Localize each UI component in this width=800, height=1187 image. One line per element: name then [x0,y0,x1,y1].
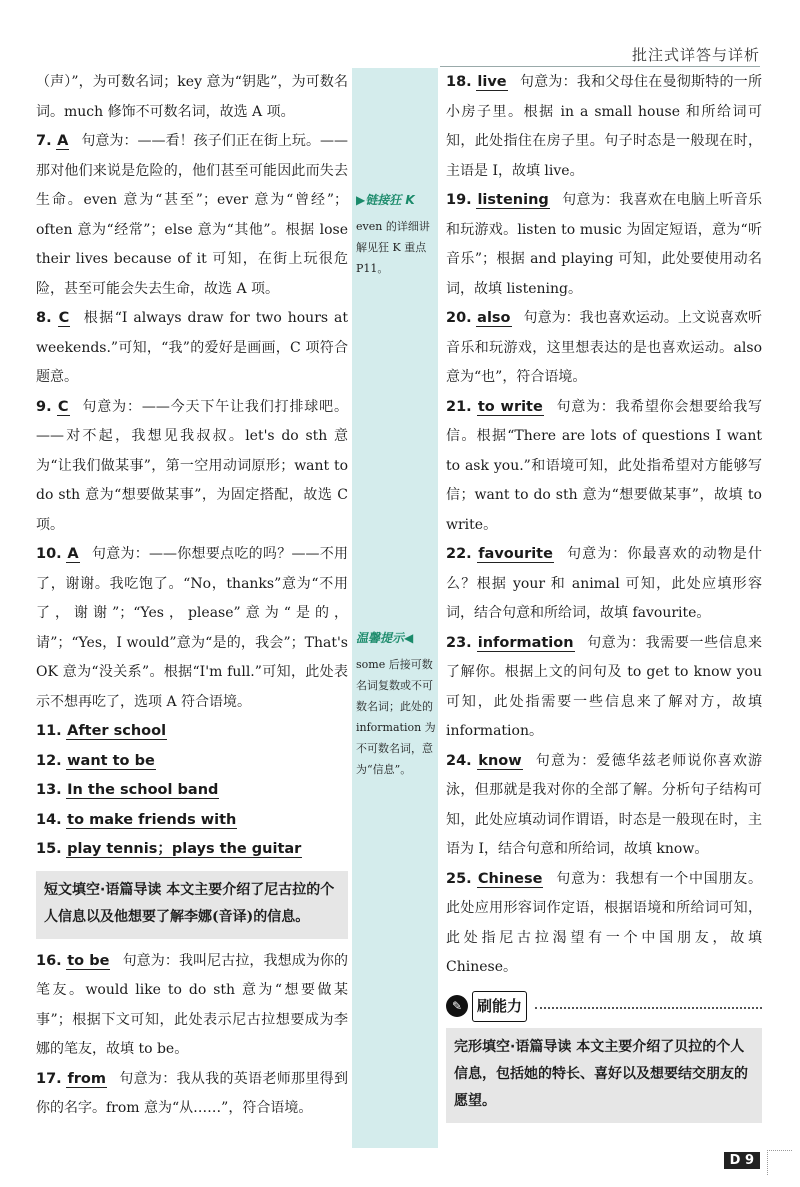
header-divider [440,66,760,67]
cloze-guide-label: 完形填空·语篇导读 [454,1039,572,1055]
answer-item-11: 11. After school [36,723,167,739]
answer-item-19: 19. listening 句意为：我喜欢在电脑上听音乐和玩游戏。listen to music 为固定短语，意为“听音乐”；根据 and playing 可知，此处要使用动名词，故填 listening。 [446,192,763,297]
right-column [446,68,762,1131]
answer-item-16: 16. to be 句意为：我叫尼古拉，我想成为你的笔友。would like to do sth 意为“想要做某事”；根据下文可知，此处表示尼古拉想要成为李娜的笔友，故填 to be。 [36,952,348,1057]
answer-item-12: 12. want to be [36,752,155,769]
annotation-strip [352,68,438,1148]
answer-item-21: 21. to write 句意为：我希望你会想要给我写信。根据“There are lots of questions I want to ask you.”和语境可知，此处指希望对方能够写信；want to do sth 意为“想要做某事”，故填 to write。 [446,398,762,533]
dotted-divider [535,1007,762,1009]
link-note [356,186,436,279]
intro-paragraph: （声）”，为可数名词；key 意为“钥匙”，为可数名词。much 修饰不可数名词，故选 A 项。 [36,74,348,120]
reading-guide-text: 本文主要介绍了尼古拉的个人信息以及他想要了解李娜(音译)的信息。 [44,881,335,925]
cloze-guide-box [446,1028,762,1123]
tip-note-text: some 后接可数名词复数或不可数名词；此处的 information 为不可数名词，意为“信息”。 [356,657,436,776]
tip-note-title: 温馨提示◀ [356,631,414,645]
answer-item-20: 20. also 句意为：我也喜欢运动。上文说喜欢听音乐和玩游戏，这里想表达的是也喜欢运动。also 意为“也”，符合语境。 [446,310,763,385]
page-header-title: 批注式详答与详析 [631,46,760,64]
answer-item-17: 17. from 句意为：我从我的英语老师那里得到你的名字。from 意为“从……”，符合语境。 [36,1070,348,1116]
answer-item-14: 14. to make friends with [36,811,237,828]
ability-label: 刷能力 [472,991,527,1023]
link-note-text: even 的详细讲解见狂 K 重点 P11。 [356,219,430,275]
link-note-title: ▶链接狂 K [356,193,415,207]
answer-item-23: 23. information 句意为：我需要一些信息来了解你。根据上文的问句及 to get to know you 可知，此处指需要一些信息来了解对方，故填 information。 [446,634,763,739]
answer-item-13: 13. In the school band [36,782,219,798]
answer-item-25: 25. Chinese 句意为：我想有一个中国朋友。此处应用形容词作定语，根据语境和所给词可知，此处指尼古拉渴望有一个中国朋友，故填 Chinese。 [446,870,763,975]
left-column [36,68,348,1124]
ability-section-header [446,991,762,1023]
answer-item-18: 18. live 句意为：我和父母住在曼彻斯特的一所小房子里。根据 in a small house 和所给词可知，此处指住在房子里。句子时态是一般现在时，主语是 I，故填 live。 [446,74,763,179]
page-corner-mark [767,1150,792,1175]
answer-item-9: 9. C 句意为：——今天下午让我们打排球吧。——对不起，我想见我叔叔。let's do sth 意为“让我们做某事”，第一空用动词原形；want to do sth 意为“想要做某事”，为固定搭配，故选 C 项。 [36,398,349,533]
answer-item-8: 8. C 根据“I always draw for two hours at weekends.”可知，“我”的爱好是画画，C 项符合题意。 [36,310,348,385]
reading-guide-box [36,871,348,939]
answer-item-22: 22. favourite 句意为：你最喜欢的动物是什么？根据 your 和 animal 可知，此处应填形容词，结合句意和所给词，故填 favourite。 [446,546,763,621]
answer-item-24: 24. know 句意为：爱德华兹老师说你喜欢游泳，但那就是我对你的全部了解。分析句子结构可知，此处应填动词作谓语，时态是一般现在时，主语为 I，结合句意和所给词，故填 know。 [446,752,762,857]
brush-icon: ✎ [446,995,468,1017]
tip-note [356,624,436,780]
answer-item-7: 7. A 句意为：——看！孩子们正在街上玩。——那对他们来说是危险的，他们甚至可能因此而失去生命。even 意为“甚至”；ever 意为“曾经”；often 意为“经常”；else 意为“其他”。根据 lose their lives because of it 可知，在街上玩很危险，甚至可能会失去生命，故选 A 项。 [36,133,349,297]
reading-guide-label: 短文填空·语篇导读 [44,881,162,898]
cloze-guide-text: 本文主要介绍了贝拉的个人信息，包括她的特长、喜好以及想要结交朋友的愿望。 [454,1039,748,1109]
answer-item-10: 10. A 句意为：——你想要点吃的吗？——不用了，谢谢。我吃饱了。“No，thanks”意为“不用了，谢谢”；“Yes，please”意为“是的，请”；“Yes，I would”意为“是的，我会”；That's OK 意为“没关系”。根据“I'm full.”可知，此处表示不想再吃了，选项 A 符合语境。 [36,546,349,710]
answer-item-15: 15. play tennis；plays the guitar [36,841,302,857]
page-number: D 9 [724,1152,760,1169]
